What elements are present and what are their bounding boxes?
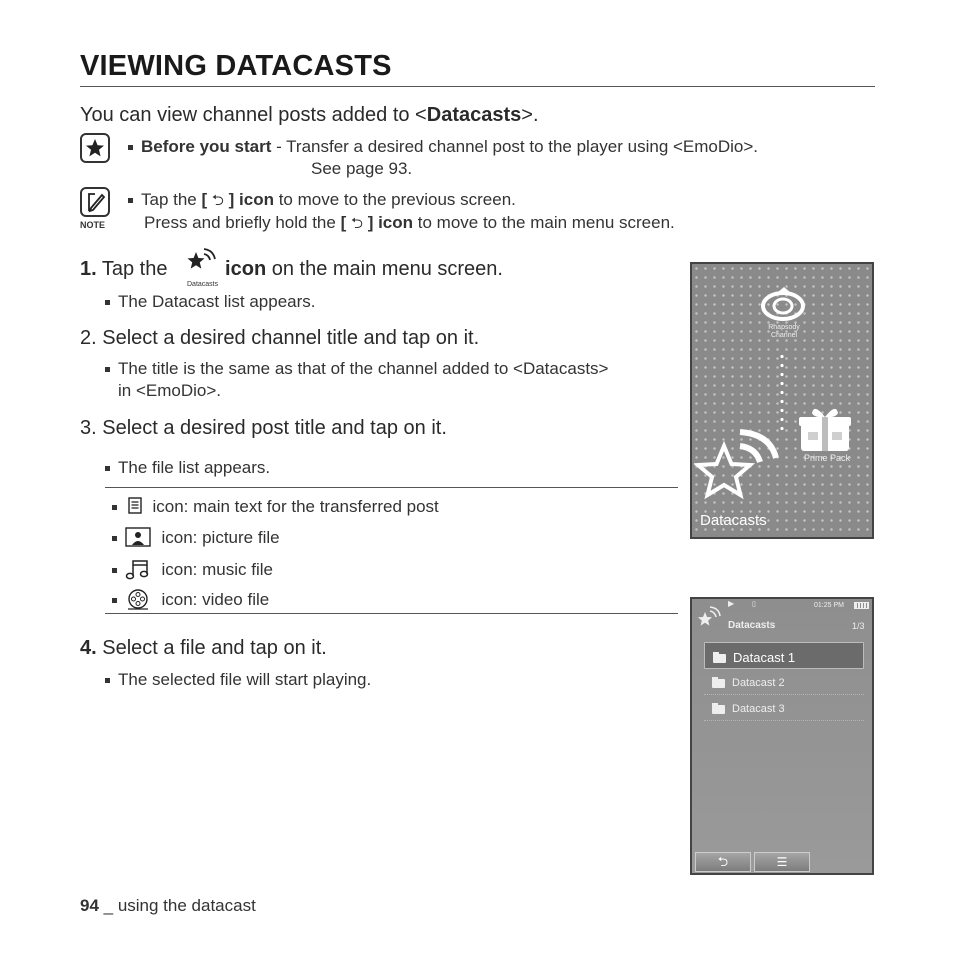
back-icon: ⮌ [211,192,224,209]
step-4-sub [105,669,371,691]
press-prefix: Press and briefly hold the [144,213,341,232]
icon-row-text [112,496,439,518]
step-1 [80,258,503,281]
list-header-title: Datacasts [728,620,776,631]
before-text: - Transfer a desired channel post to the player using <EmoDio>. [271,137,759,156]
step-1-pre: Tap the [96,258,174,280]
bracket-open-2: [ [340,213,351,232]
prime-pack-label: Prime Pack [803,453,850,463]
note-text [128,189,868,235]
prime-pack-gift-icon[interactable] [798,405,852,458]
music-icon [125,558,151,580]
bracket-close-2: ] icon [362,213,414,232]
page-title: VIEWING DATACASTS [80,50,392,82]
list-item-datacast-3[interactable] [704,697,864,721]
step-4 [80,637,327,660]
list-item-label: Datacast 3 [732,703,785,715]
before-label: Before you start [141,137,272,156]
step-2-sub [105,358,685,402]
step-1-number: 1. [80,258,97,280]
picture-icon [125,527,151,547]
list-item-label: Datacast 1 [733,650,796,665]
step-1-sub-text: The Datacast list appears. [118,292,316,311]
icon-row-text-label: icon: main text for the transferred post [152,497,439,516]
back-icon: ⮌ [350,215,363,232]
note-pencil-icon [80,187,110,217]
note-caption: NOTE [80,220,106,230]
press-suffix: to move to the main menu screen. [413,213,675,232]
tap-suffix: to move to the previous screen. [273,190,516,209]
datacasts-icon [184,246,218,281]
list-item-label: Datacast 2 [732,677,785,689]
list-page-indicator: 1/3 [852,621,865,631]
icons-box-bottom-rule [105,613,678,614]
intro-bold: Datacasts [426,104,522,126]
rhapsody-channel-label [750,324,818,340]
back-icon: ⮌ [717,854,729,869]
step-2-sub-line2: in <EmoDio>. [118,381,221,400]
video-reel-icon [125,588,151,610]
step-1-sub [105,291,315,313]
tap-prefix: Tap the [141,190,202,209]
icon-row-picture-label: icon: picture file [161,528,280,547]
title-divider [80,86,875,87]
hold-status-icon: ▯ [752,601,756,608]
battery-icon [854,602,869,609]
rhapsody-line1: Rhapsody [768,324,800,331]
step-2-sub-line1: The title is the same as that of the channel added to <Datacasts> [118,359,609,378]
rhapsody-line2: Channel [770,332,798,339]
page-number: 94 [80,896,99,915]
play-status-icon: ▶ [728,599,735,608]
intro-text [80,104,539,127]
menu-list-icon: ☰ [776,855,788,869]
clock-time: 01:25 PM [814,602,844,609]
icons-box-top-rule [105,487,678,488]
step-1-bold: icon [225,258,267,280]
bracket-open: [ [201,190,212,209]
datacasts-large-icon[interactable] [694,424,780,513]
datacasts-icon-caption: Datacasts [187,281,219,288]
folder-icon [712,705,725,714]
step-3-sub-text: The file list appears. [118,458,271,477]
folder-icon [713,654,726,663]
list-item-datacast-2[interactable] [704,671,864,695]
menu-button[interactable] [754,852,810,872]
menu-scroll-dots [780,352,784,430]
icon-row-video-label: icon: video file [161,590,270,609]
icon-row-picture [112,527,280,549]
star-icon [80,133,110,163]
icon-row-music [112,558,273,581]
intro-prefix: You can view channel posts added to < [80,104,427,126]
icon-row-music-label: icon: music file [161,560,273,579]
step-3: 3. Select a desired post title and tap on it. [80,417,447,439]
step-4-sub-text: The selected file will start playing. [118,670,372,689]
datacasts-menu-label: Datacasts [700,512,767,529]
step-4-text: Select a file and tap on it. [96,637,327,659]
intro-suffix: >. [521,104,539,126]
main-menu-screenshot [690,262,874,539]
datacasts-header-icon [696,605,722,634]
list-item-datacast-1[interactable] [704,642,864,669]
step-1-post: on the main menu screen. [266,258,503,280]
footer-text: _ using the datacast [98,896,256,915]
step-4-number: 4. [80,637,97,659]
bracket-close: ] icon [223,190,274,209]
back-button[interactable] [695,852,751,872]
before-you-start-note [128,136,868,180]
page-footer [80,896,256,916]
step-3-sub [105,457,270,479]
icon-row-video [112,588,269,611]
before-see-page: See page 93. [311,159,413,178]
step-2: 2. Select a desired channel title and tap on it. [80,327,480,349]
document-icon [128,497,142,514]
datacast-list-screenshot [690,597,874,875]
folder-icon [712,679,725,688]
